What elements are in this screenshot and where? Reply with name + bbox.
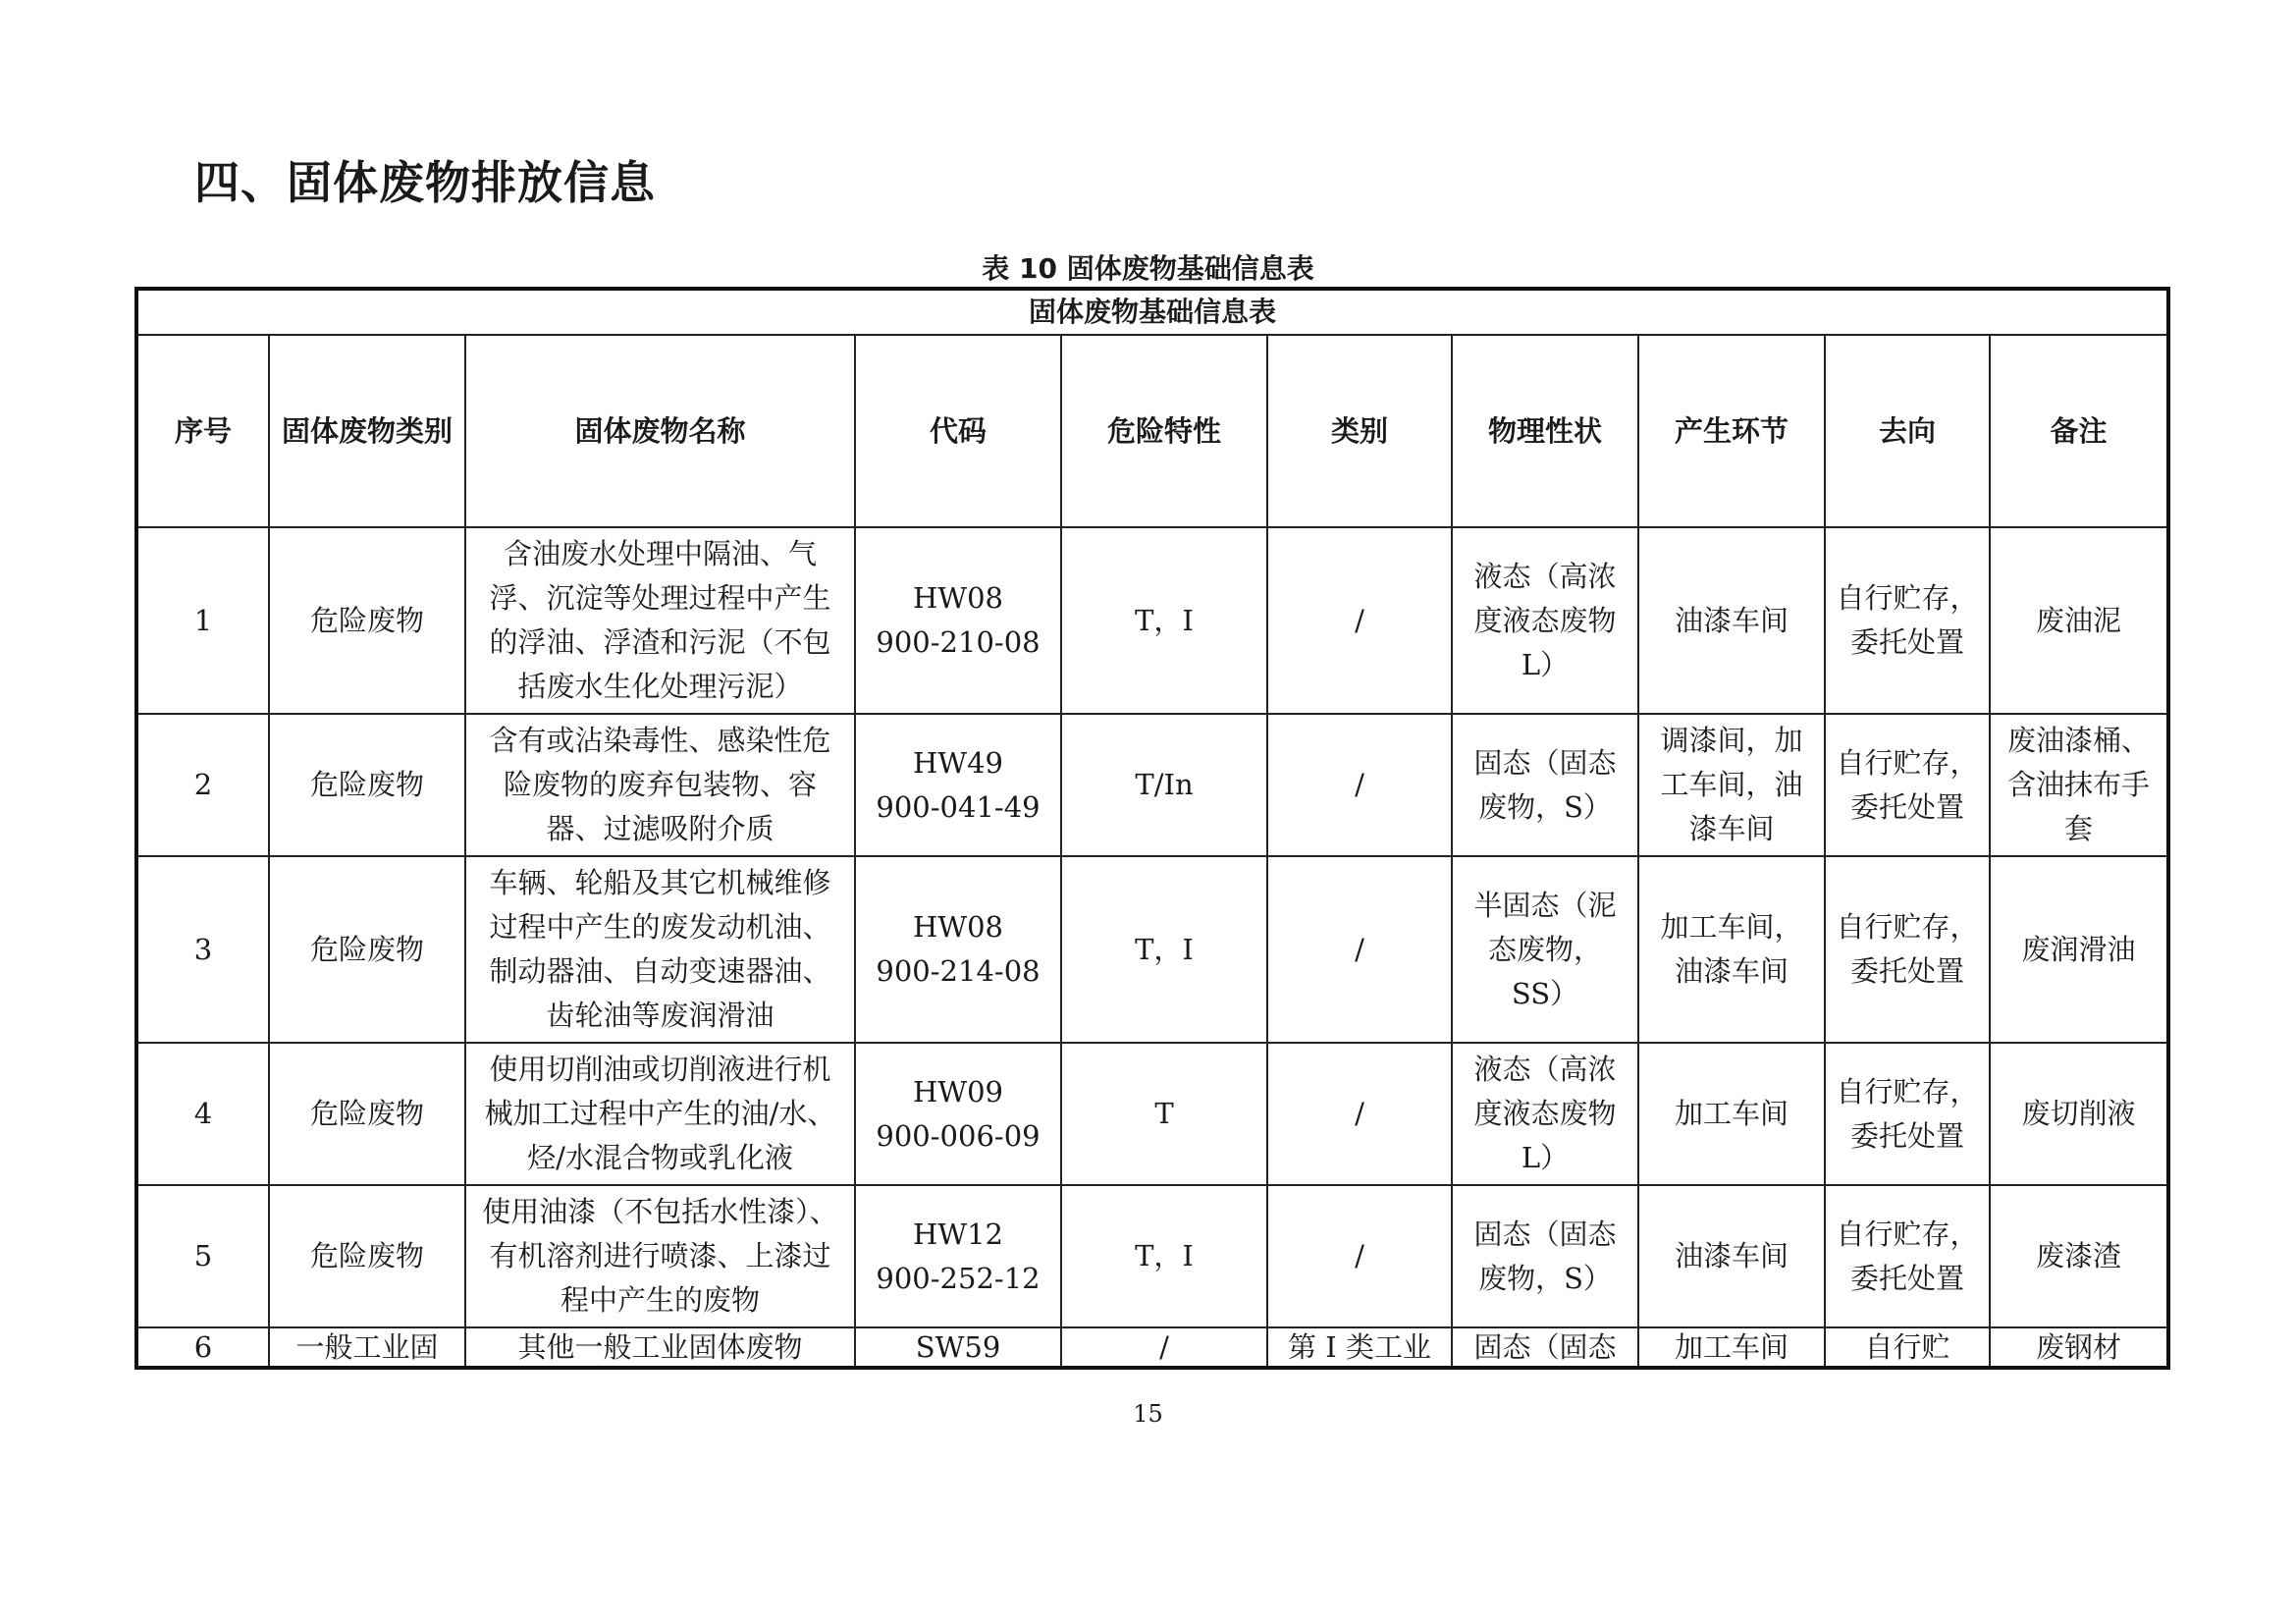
- cell-code: [855, 714, 1061, 856]
- table-header-row: [136, 335, 2168, 527]
- header-physical: 物理性状: [1452, 335, 1638, 527]
- cell-type: /: [1267, 527, 1452, 714]
- cell-name: 使用油漆（不包括水性漆）、有机溶剂进行喷漆、上漆过程中产生的废物: [465, 1185, 855, 1327]
- cell-destination: 自行贮: [1825, 1327, 1990, 1368]
- cell-hazard: T/In: [1061, 714, 1267, 856]
- cell-category: 危险废物: [269, 714, 465, 856]
- cell-stage: 加工车间，油漆车间: [1638, 856, 1825, 1043]
- code-line-1: HW49: [913, 745, 1003, 780]
- table-row: [136, 856, 2168, 1043]
- code-line-2: 900-041-49: [876, 789, 1041, 824]
- table-title: 固体废物基础信息表: [136, 289, 2168, 335]
- header-code: 代码: [855, 335, 1061, 527]
- solid-waste-info-table: [134, 287, 2170, 1370]
- cell-code: SW59: [855, 1327, 1061, 1368]
- table-row: [136, 1327, 2168, 1368]
- cell-stage: 加工车间: [1638, 1043, 1825, 1185]
- cell-destination: 自行贮存，委托处置: [1825, 856, 1990, 1043]
- cell-type: /: [1267, 856, 1452, 1043]
- table-row: [136, 714, 2168, 856]
- cell-remark: 废漆渣: [1990, 1185, 2168, 1327]
- cell-category: 危险废物: [269, 856, 465, 1043]
- cell-type: /: [1267, 1043, 1452, 1185]
- cell-remark: 废切削液: [1990, 1043, 2168, 1185]
- cell-remark: 废润滑油: [1990, 856, 2168, 1043]
- cell-physical: 固态（固态: [1452, 1327, 1638, 1368]
- header-hazard: 危险特性: [1061, 335, 1267, 527]
- cell-stage: 调漆间，加工车间，油漆车间: [1638, 714, 1825, 856]
- code-line-1: HW08: [913, 581, 1003, 615]
- cell-category: 一般工业固: [269, 1327, 465, 1368]
- code-line-2: 900-006-09: [876, 1118, 1041, 1153]
- cell-destination: 自行贮存，委托处置: [1825, 1185, 1990, 1327]
- table-caption: 表 10 固体废物基础信息表: [982, 252, 1314, 285]
- table-title-row: [136, 289, 2168, 335]
- cell-name: 其他一般工业固体废物: [465, 1327, 855, 1368]
- cell-hazard: T，I: [1061, 856, 1267, 1043]
- cell-name: 含油废水处理中隔油、气浮、沉淀等处理过程中产生的浮油、浮渣和污泥（不包括废水生化处理污泥）: [465, 527, 855, 714]
- table-row: [136, 1043, 2168, 1185]
- cell-no: 5: [136, 1185, 269, 1327]
- header-destination: 去向: [1825, 335, 1990, 527]
- cell-code: [855, 1185, 1061, 1327]
- cell-name: 含有或沾染毒性、感染性危险废物的废弃包装物、容器、过滤吸附介质: [465, 714, 855, 856]
- cell-stage: 油漆车间: [1638, 1185, 1825, 1327]
- cell-physical: 液态（高浓度液态废物 L）: [1452, 1043, 1638, 1185]
- cell-hazard: /: [1061, 1327, 1267, 1368]
- code-line-1: HW08: [913, 910, 1003, 944]
- table-row: [136, 527, 2168, 714]
- cell-remark: 废油漆桶、含油抹布手套: [1990, 714, 2168, 856]
- cell-remark: 废钢材: [1990, 1327, 2168, 1368]
- cell-no: 2: [136, 714, 269, 856]
- cell-category: 危险废物: [269, 1185, 465, 1327]
- table-row: [136, 1185, 2168, 1327]
- cell-no: 1: [136, 527, 269, 714]
- cell-remark: 废油泥: [1990, 527, 2168, 714]
- cell-physical: 液态（高浓度液态废物 L）: [1452, 527, 1638, 714]
- cell-physical: 固态（固态废物，S）: [1452, 1185, 1638, 1327]
- header-remark: 备注: [1990, 335, 2168, 527]
- cell-type: 第 I 类工业: [1267, 1327, 1452, 1368]
- header-name: 固体废物名称: [465, 335, 855, 527]
- cell-name: 使用切削油或切削液进行机械加工过程中产生的油/水、烃/水混合物或乳化液: [465, 1043, 855, 1185]
- cell-type: /: [1267, 1185, 1452, 1327]
- header-type: 类别: [1267, 335, 1452, 527]
- code-line-2: 900-214-08: [876, 954, 1041, 988]
- cell-destination: 自行贮存，委托处置: [1825, 527, 1990, 714]
- cell-hazard: T: [1061, 1043, 1267, 1185]
- cell-code: [855, 527, 1061, 714]
- code-line-1: HW09: [913, 1074, 1003, 1109]
- cell-code: [855, 856, 1061, 1043]
- header-no: 序号: [136, 335, 269, 527]
- cell-physical: 固态（固态废物，S）: [1452, 714, 1638, 856]
- cell-stage: 油漆车间: [1638, 527, 1825, 714]
- code-line-2: 900-252-12: [876, 1261, 1041, 1295]
- section-title: 四、固体废物排放信息: [194, 156, 656, 209]
- code-line-1: HW12: [913, 1217, 1003, 1251]
- cell-hazard: T，I: [1061, 527, 1267, 714]
- cell-no: 6: [136, 1327, 269, 1368]
- cell-destination: 自行贮存，委托处置: [1825, 714, 1990, 856]
- header-category: 固体废物类别: [269, 335, 465, 527]
- cell-name: 车辆、轮船及其它机械维修过程中产生的废发动机油、制动器油、自动变速器油、齿轮油等废润滑油: [465, 856, 855, 1043]
- solid-waste-table-wrapper: [134, 287, 2166, 1370]
- cell-category: 危险废物: [269, 1043, 465, 1185]
- header-stage: 产生环节: [1638, 335, 1825, 527]
- cell-code: [855, 1043, 1061, 1185]
- cell-stage: 加工车间: [1638, 1327, 1825, 1368]
- cell-destination: 自行贮存，委托处置: [1825, 1043, 1990, 1185]
- cell-no: 4: [136, 1043, 269, 1185]
- cell-no: 3: [136, 856, 269, 1043]
- cell-hazard: T，I: [1061, 1185, 1267, 1327]
- cell-type: /: [1267, 714, 1452, 856]
- page-number: 15: [1133, 1400, 1163, 1428]
- cell-physical: 半固态（泥态废物，SS）: [1452, 856, 1638, 1043]
- cell-category: 危险废物: [269, 527, 465, 714]
- code-line-2: 900-210-08: [876, 625, 1041, 659]
